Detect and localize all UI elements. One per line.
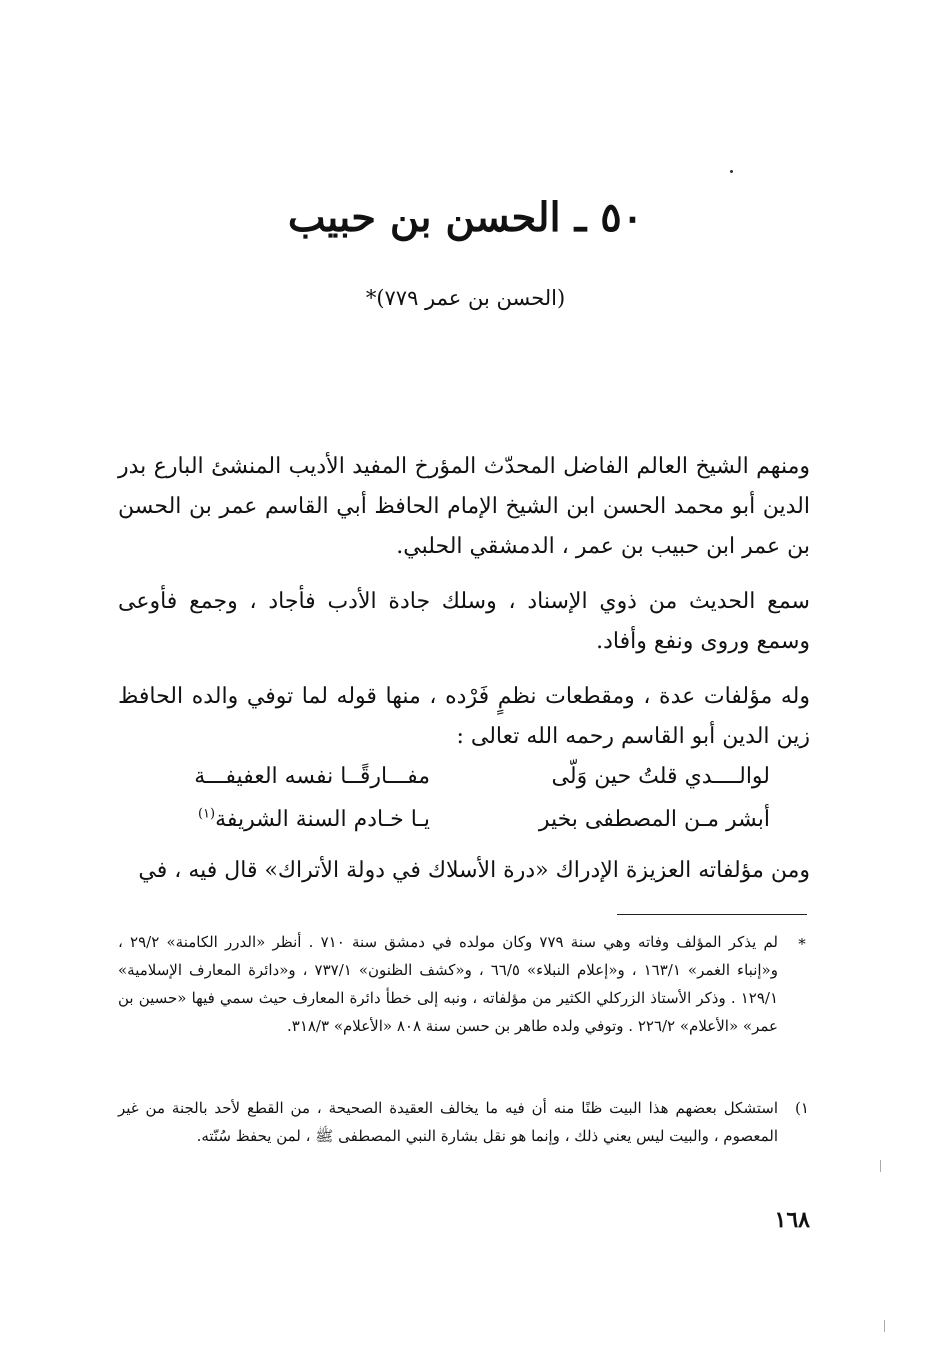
footnote-verse-note: استشكل بعضهم هذا البيت ظنًا منه أن فيه ما يخالف العقيدة الصحيحة ، من القطع لأحد بالجنة من غير المعصوم ، والبيت ليس يعني ذلك ، وإنما هو نقل بشارة النبي المصطفى ﷺ ، لمن يحفظ سُنّته.: [118, 1099, 778, 1145]
verse-second-text: يـا خـادم السنة الشريفة: [215, 807, 430, 832]
ink-dot: [730, 170, 733, 173]
verse-line: [140, 800, 770, 840]
paragraph-hadith: سمع الحديث من ذوي الإسناد ، وسلك جادة الأدب فأجاد ، وجمع فأوعى وسمع وروى ونفع وأفاد.: [118, 589, 810, 654]
footnote-separator: [617, 914, 807, 915]
verse-first-hemistich: لوالــــدي قلتُ حين وَلّى: [551, 764, 770, 789]
verse-line: [140, 757, 770, 797]
footnote-biography-sources: لم يذكر المؤلف وفاته وهي سنة ٧٧٩ وكان مولده في دمشق سنة ٧١٠ . أنظر «الدرر الكامنة» ٢٩/٢ ، و«إنباء الغمر» ١٦٣/١ ، و«إعلام النبلاء» ٦٦/٥ ، و«كشف الظنون» ٧٣٧/١ ، و«دائرة المعارف الإسلامية» ١٢٩/١ . وذكر الأستاذ الزركلي الكثير من مؤلفاته ، ونبه إلى خطأ دائرة المعارف حيث سمي فيها «حسين بن عمر» «الأعلام» ٢٢٦/٢ . وتوفي ولده طاهر بن حسن سنة ٨٠٨ «الأعلام» ٣١٨/٣.: [118, 933, 779, 1035]
paragraph-works: وله مؤلفات عدة ، ومقطعات نظمٍ فَرْده ، منها قوله لما توفي والده الحافظ زين الدين أبو القاسم رحمه الله تعالى :: [118, 684, 810, 749]
entry-title: ٥٠ ـ الحسن بن حبيب: [287, 194, 644, 241]
paragraph-intro: ومنهم الشيخ العالم الفاضل المحدّث المؤرخ المفيد الأديب المنشئ البارع بدر الدين أبو محمد الحسن ابن الشيخ الإمام الحافظ أبي القاسم عمر بن الحسن بن عمر ابن حبيب بن عمر ، الدمشقي الحلبي.: [118, 454, 810, 559]
page-number: ١٦٨: [774, 1207, 810, 1233]
paragraph-durrat-al-aslak: ومن مؤلفاته العزيزة الإدراك «درة الأسلاك في دولة الأتراك» قال فيه ، في: [138, 858, 810, 883]
footnote-reference: (١): [197, 806, 216, 822]
margin-mark: [880, 1160, 881, 1172]
margin-mark: [884, 1320, 885, 1332]
footnote-marker: ١): [795, 1099, 809, 1117]
footnote-marker: *: [798, 935, 806, 953]
entry-subtitle: (الحسن بن عمر ٧٧٩)*: [365, 286, 566, 310]
verse-second-hemistich: [140, 800, 430, 840]
verse-first-hemistich: أبشر مـن المصطفى بخير: [538, 807, 770, 832]
verse-second-hemistich: مفـــارقًــا نفسه العفيفـــة: [194, 764, 430, 789]
